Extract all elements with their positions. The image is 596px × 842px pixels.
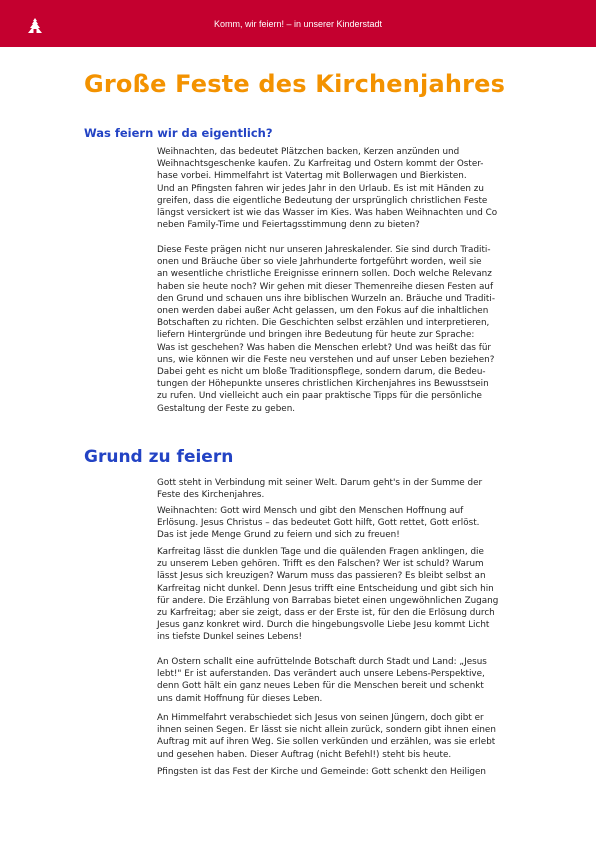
text-line: Pfingsten ist das Fest der Kirche und Gemeinde: Gott schenkt den Heiligen: [157, 767, 486, 777]
text-line: hase vorbei. Himmelfahrt ist Vatertag mit Bollerwagen und Bierkisten.: [157, 171, 467, 182]
text-line: den Grund und schauen uns ihre biblischen Wurzeln an. Bräuche und Traditi-: [157, 293, 496, 304]
text-line: für andere. Die Erzählung von Barrabas bietet einen ungewöhnlichen Zugang: [157, 595, 499, 606]
paragraph-karfreitag: [157, 546, 537, 644]
text-line: greifen, dass die eigentliche Bedeutung der ursprünglich christlichen Feste: [157, 195, 488, 206]
paragraph-pfingsten: [157, 766, 537, 778]
text-line: Auftrag mit auf ihren Weg. Sie sollen verkünden und erzählen, was sie erlebt: [157, 737, 496, 748]
text-line: Karfreitag nicht dunkel. Denn Jesus trifft eine Entscheidung und gibt sich hin: [157, 583, 494, 594]
text-line: Feste des Kirchenjahres.: [157, 490, 265, 501]
paragraph-feste: [157, 244, 537, 415]
text-line: Erlösung. Jesus Christus – das bedeutet Gott hilft, Gott rettet, Gott erlöst.: [157, 518, 480, 529]
text-line: Diese Feste prägen nicht nur unseren Jahreskalender. Sie sind durch Traditi-: [157, 245, 491, 255]
text-line: Botschaften zu richten. Die Geschichten selbst erzählen und interpretieren,: [157, 318, 490, 329]
paragraph-intro: [157, 146, 537, 231]
text-line: An Himmelfahrt verabschiedet sich Jesus von seinen Jüngern, doch gibt er: [157, 713, 484, 723]
text-line: denn Gott hält ein ganz neues Leben für die Menschen bereit und schenkt: [157, 681, 484, 692]
text-line: zu Karfreitag; aber sie zeigt, dass er der Erste ist, für den die Erlösung durch: [157, 608, 495, 619]
text-line: Gott steht in Verbindung mit seiner Welt. Darum geht's in der Summe der: [157, 478, 483, 488]
text-line: tungen der Höhepunkte unseres christlichen Kirchenjahres ins Bewusstsein: [157, 379, 489, 390]
page-title: Große Feste des Kirchenjahres: [84, 70, 506, 98]
text-line: zu rufen. Und vielleicht auch ein paar praktische Tipps für die persönliche: [157, 391, 482, 402]
text-line: Was ist geschehen? Was haben die Menschen erlebt? Und was heißt das für: [157, 342, 492, 353]
subheading: Was feiern wir da eigentlich?: [84, 126, 273, 140]
text-line: Dabei geht es nicht um bloße Traditionspflege, sondern darum, die Bedeu-: [157, 367, 486, 378]
text-line: lebt!" Er ist auferstanden. Das verändert auch unsere Lebens-Perspektive,: [157, 669, 485, 680]
text-line: Und an Pfingsten fahren wir jedes Jahr in den Urlaub. Es ist mit Händen zu: [157, 183, 484, 194]
text-line: Weihnachten: Gott wird Mensch und gibt den Menschen Hoffnung auf: [157, 506, 464, 516]
text-line: längst versickert ist wie das Wasser im Kies. Was haben Weihnachten und Co: [157, 208, 498, 219]
text-line: Das ist jede Menge Grund zu feiern und sich zu freuen!: [157, 530, 400, 541]
paragraph-ostern: [157, 656, 537, 705]
text-line: ins tiefste Dunkel seines Lebens!: [157, 632, 303, 643]
text-line: an wesentliche christliche Ereignisse erinnern sollen. Doch welche Relevanz: [157, 269, 492, 280]
text-line: liefern Hintergründe und bringen ihre Bedeutung für heute zur Sprache:: [157, 330, 475, 341]
paragraph-himmelfahrt: [157, 712, 537, 761]
text-line: Weihnachtsgeschenke kaufen. Zu Karfreitag und Ostern kommt der Oster-: [157, 159, 484, 170]
text-line: und gesehen haben. Dieser Auftrag (nicht Befehl!) steht bis heute.: [157, 749, 452, 760]
text-line: An Ostern schallt eine aufrüttelnde Botschaft durch Stadt und Land: „Jesus: [157, 657, 487, 667]
text-line: uns, wie können wir die Feste neu verstehen und auf unser Leben beziehen?: [157, 354, 495, 365]
text-line: Jesus ganz konkret wird. Durch die hingebungsvolle Liebe Jesu kommt Licht: [157, 620, 490, 631]
header-bar: [0, 0, 596, 47]
text-line: onen werden dabei außer Acht gelassen, um den Fokus auf die inhaltlichen: [157, 306, 489, 317]
text-line: ihnen seinen Segen. Er lässt sie nicht allein zurück, sondern gibt ihnen einen: [157, 725, 496, 736]
text-line: uns damit Hoffnung für dieses Leben.: [157, 693, 323, 704]
paragraph-weihnachten: [157, 505, 537, 542]
text-line: haben sie heute noch? Wir gehen mit dieser Themenreihe diesen Festen auf: [157, 281, 494, 292]
paragraph-summe: [157, 477, 537, 501]
text-line: Karfreitag lässt die dunklen Tage und die quälenden Fragen anklingen, die: [157, 547, 484, 557]
section-heading: Grund zu feiern: [84, 447, 234, 467]
text-line: Weihnachten, das bedeutet Plätzchen backen, Kerzen anzünden und: [157, 147, 460, 157]
text-line: onen und Bräuche über so viele Jahrhunderte fortgeführt worden, weil sie: [157, 257, 482, 268]
header-text: Komm, wir feiern! – in unserer Kinderstadt: [213, 19, 383, 29]
text-line: lässt Jesus sich kreuzigen? Warum muss das passieren? Es bleibt selbst an: [157, 571, 486, 582]
text-line: zu unserem Leben gehören. Trifft es den Falschen? Wer ist schuld? Warum: [157, 559, 484, 570]
text-line: neben Family-Time und Feiertagsstimmung denn zu bieten?: [157, 220, 420, 231]
text-line: Gestaltung der Feste zu geben.: [157, 403, 296, 414]
